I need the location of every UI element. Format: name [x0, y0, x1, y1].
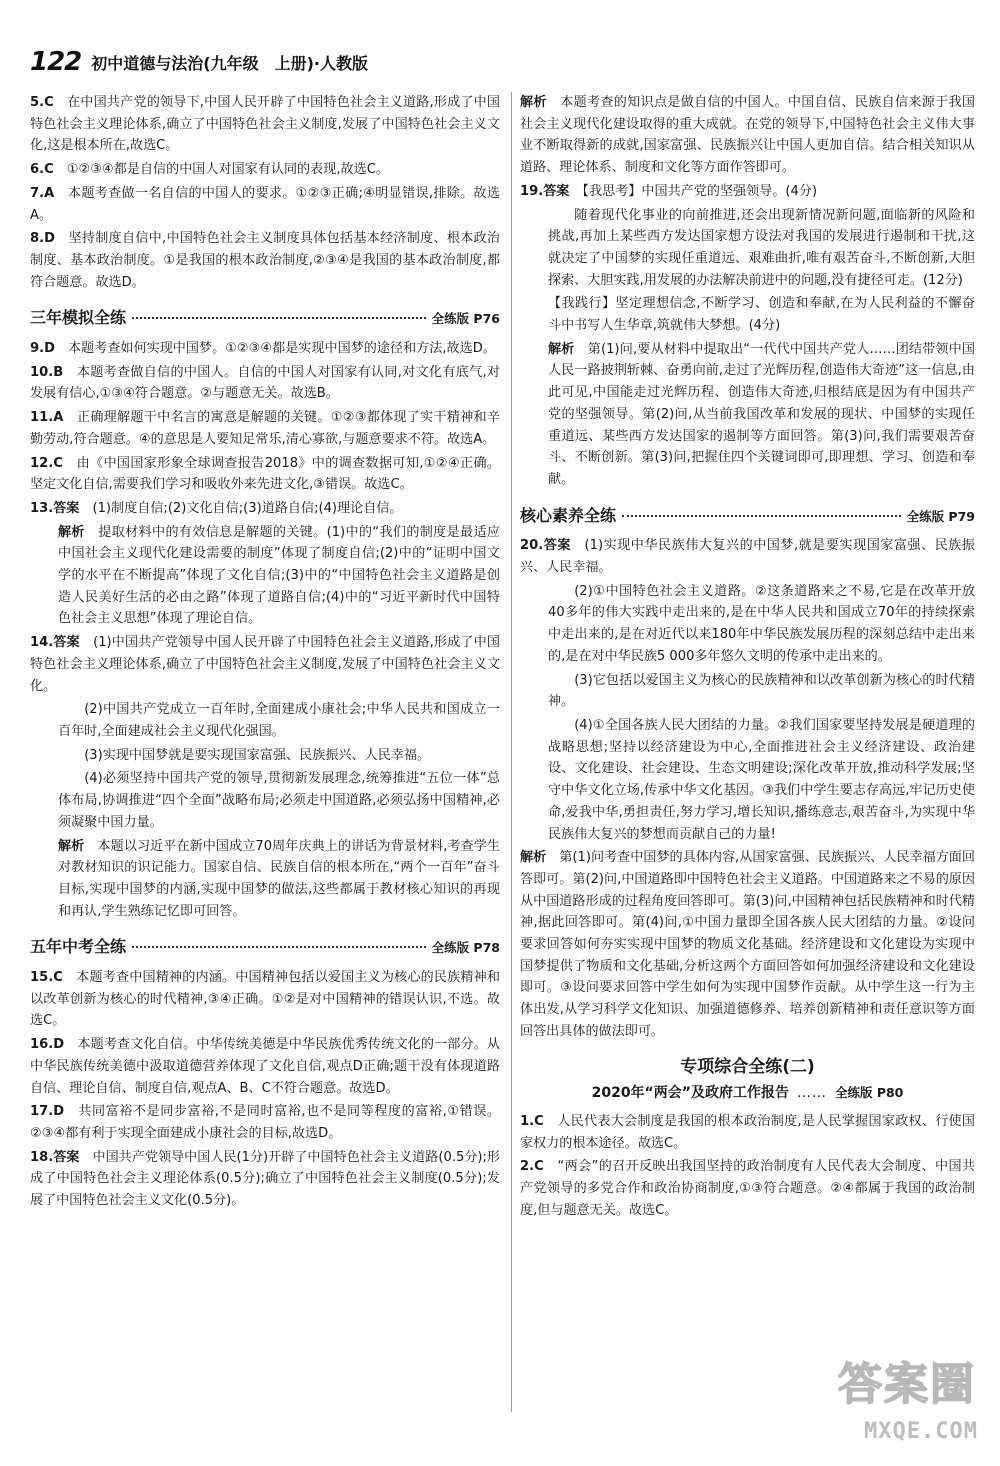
question-19: [520, 181, 975, 491]
page-number: 122: [30, 47, 82, 77]
special-page-ref: 全练版 P80: [834, 1085, 904, 1101]
page-header: [30, 44, 970, 80]
answer-item: 1.C 人民代表大会制度是我国的根本政治制度,是人民掌握国家政权、行使国家权力的根本途径。故选C。: [520, 1113, 975, 1151]
watermark-en: MXQE.COM: [864, 1419, 978, 1444]
answer-line: 19.答案 【我思考】中国共产党的坚强领导。(4分): [520, 183, 818, 199]
left-column: [30, 92, 500, 1214]
analysis-line: 解析 第(1)问,要从材料中提取出“一代代中国共产党人……团结带领中国人民一路披荆斩棘、奋勇向前,走过了光辉历程,创造伟大奇迹”这一信息,由此可见,中国能走过光辉历程、创造伟大奇迹,归根结底是因为有中国共产党的坚强领导。第(2)问,从当前我国改革和发展的现状、中国梦的实现任重道远、某些西方发达国家的遏制等方面回答。第(3)问,我们需要艰苦奋斗、不断创新。第(3)问,把握住四个关键词即可,即理想、学习、创造和奉献。: [548, 341, 976, 487]
right-column: [520, 92, 975, 1223]
site-watermark: [832, 1348, 982, 1444]
analysis-line: 解析 提取材料中的有效信息是解题的关键。(1)中的“我们的制度是最适应中国社会主义现代化建设需要的制度”体现了制度自信;(2)中的“证明中国文学的水平在不断提高”体现了文化自信;(3)中的“中国特色社会主义道路是创造人民美好生活的必由之路”体现了道路自信;(4)中的“习近平新时代中国特色社会主义思想”体现了理论自信。: [58, 524, 500, 627]
answer-item: 9.D 本题考查如何实现中国梦。①②③④都是实现中国梦的途径和方法,故选D。: [30, 341, 496, 357]
leader-dots: [132, 946, 426, 948]
question-14: [30, 632, 500, 922]
answer-list-d: [520, 1111, 975, 1222]
answer-paragraph: 随着现代化事业的向前推进,还会出现新情况新问题,面临新的风险和挑战,再加上某些西方发达国家想方设法对我国的发展进行遏制和干扰,这就决定了中国梦的实现任重道远、艰难曲折,唯有艰苦奋斗,不断创新,大胆探索、大胆实践,用发展的办法解决前进中的问题,没有捷径可走。(12分): [548, 207, 975, 288]
section-page-ref: 全练版 P76: [431, 311, 500, 327]
leader-dots: [622, 515, 901, 517]
answer-paragraph: (3)它包括以爱国主义为核心的民族精神和以改革创新为核心的时代精神。: [548, 672, 975, 710]
question-13: [30, 498, 500, 630]
special-section-subtitle: [520, 1082, 975, 1105]
section-page-ref: 全练版 P78: [431, 940, 500, 956]
answer-list-a: [30, 92, 500, 293]
leader-dots: [132, 317, 426, 319]
answer-item: 11.A 正确理解题干中名言的寓意是解题的关键。①②③都体现了实干精神和辛勤劳动,符合题意。④的意思是人要知足常乐,清心寡欲,与题意要求不符。故选A。: [30, 410, 501, 447]
answer-item: 5.C 在中国共产党的领导下,中国人民开辟了中国特色社会主义道路,形成了中国特色社会主义理论体系,确立了中国特色社会主义制度,发展了中国特色社会主义文化,这是根本所在,故选C。: [30, 95, 501, 154]
analysis-line: 解析 本题考查的知识点是做自信的中国人。中国自信、民族自信来源于我国社会主义现代化建设取得的重大成就。在党的领导下,中国特色社会主义伟大事业不断取得新的成就,国家富强、民族振兴让中国人更加自信。结合相关知识从道路、理论体系、制度和文化等方面作答即可。: [520, 95, 976, 176]
answer-list-b: [30, 338, 500, 496]
section-title: 五年中考全练: [30, 937, 127, 957]
section-heading: [30, 936, 500, 959]
answer-paragraph: 【我践行】坚定理想信念,不断学习、创造和奉献,在为人民利益的不懈奋斗中书写人生华章,筑就伟大梦想。(4分): [548, 296, 975, 334]
answer-line: 18.答案 中国共产党领导中国人民(1分)开辟了中国特色社会主义道路(0.5分);形成了中国特色社会主义理论体系(0.5分);确立了中国特色社会主义制度(0.5分);发展了中国特色社会主义文化(0.5分)。: [30, 1149, 501, 1209]
analysis-line: 解析 第(1)问考查中国梦的具体内容,从国家富强、民族振兴、人民幸福方面回答即可。第(2)问,中国道路即中国特色社会主义道路。中国道路来之不易的原因从中国道路形成的过程角度回答即可。第(3)问,中国精神包括民族精神和时代精神,据此回答即可。第(4)问,①中国力量即全国各族人民大团结的力量。②设问要求回答如何夯实实现中国梦的物质文化基础。经济建设和文化建设为实现中国梦提供了物质和文化基础,分析这两个方面回答如何加强经济建设和文化建设即可。③设问要求回答中学生如何为实现中国梦作贡献。从中学生这一行为主体出发,从学习科学文化知识、加强道德修养、培养创新精神和责任意识等方面回答出具体的做法即可。: [520, 850, 976, 1039]
question-18: [30, 1147, 500, 1212]
section-title: 核心素养全练: [520, 505, 617, 525]
section-page-ref: 全练版 P79: [906, 508, 975, 524]
answer-item: 2.C “两会”的召开反映出我国坚持的政治制度有人民代表大会制度、中国共产党领导的多党合作和政治协商制度,①③符合题意。②④都属于我国的政治制度,但与题意无关。故选C。: [520, 1159, 975, 1218]
section-title: 三年模拟全练: [30, 308, 127, 328]
special-section-title: 专项综合全练(二): [680, 1056, 815, 1077]
answer-item: 17.D 共同富裕不是同步富裕,不是同时富裕,也不是同等程度的富裕,①错误。②③④都有利于实现全面建成小康社会的目标,故选D。: [30, 1104, 501, 1141]
answer-item: 16.D 本题考查文化自信。中华传统美德是中华民族优秀传统文化的一部分。从中华民族传统美德中汲取道德营养体现了文化自信,观点D正确;题干没有体现道路自信、理论自信、制度自信,观点A、B、C不符合题意。故选D。: [30, 1037, 501, 1096]
answer-item: 6.C ①②③④都是自信的中国人对国家有认同的表现,故选C。: [30, 162, 389, 178]
book-title: 初中道德与法治(九年级 上册)·人教版: [91, 53, 368, 73]
leader-dots: ……: [796, 1085, 827, 1102]
answer-item: 12.C 由《中国国家形象全球调查报告2018》中的调查数据可知,①②④正确。坚定文化自信,需要我们学习和吸收外来先进文化,③错误。故选C。: [30, 455, 500, 493]
watermark-cn: 答案圈: [838, 1359, 976, 1410]
answer-paragraph: (2)中国共产党成立一百年时,全面建成小康社会;中华人民共和国成立一百年时,全面建成社会主义现代化强国。: [58, 702, 500, 739]
analysis-line: 解析 本题以习近平在新中国成立70周年庆典上的讲话为背景材料,考查学生对教材知识的识记能力。国家自信、民族自信的根本所在,“两个一百年”奋斗目标,实现中国梦的内涵,实现中国梦的做法,这些都属于教材核心知识的再现和再认,学生熟练记忆即可回答。: [58, 838, 501, 919]
answer-item: 7.A 本题考查做一名自信的中国人的要求。①②③正确;④明显错误,排除。故选A。: [30, 185, 501, 223]
answer-paragraph: (3)实现中国梦就是要实现国家富强、民族振兴、人民幸福。: [84, 747, 431, 763]
column-divider: [511, 92, 512, 1412]
section-heading: [30, 307, 500, 330]
question-20: [520, 535, 975, 1042]
answer-line: 20.答案 (1)实现中华民族伟大复兴的中国梦,就是要实现国家富强、民族振兴、人民幸福。: [520, 538, 976, 576]
section-heading: [520, 505, 975, 528]
special-subtitle-text: 2020年“两会”及政府工作报告: [591, 1085, 789, 1102]
answer-paragraph: (2)①中国特色社会主义道路。②这条道路来之不易,它是在改革开放40多年的伟大实践中走出来的,是在中华人民共和国成立70年的持续探索中走出来的,是在对近代以来180年中华民族发展历程的深刻总结中走出来的,是在对中华民族5 000多年悠久文明的传承中走出来的。: [548, 583, 975, 664]
answer-paragraph: (4)①全国各族人民大团结的力量。②我们国家要坚持发展是硬道理的战略思想;坚持以经济建设为中心,全面推进社会主义经济建设、政治建设、文化建设、社会建设、生态文明建设;深化改革开放,推动科学发展;坚守中华文化立场,传承中华文化基因。③我们中学生要志存高远,牢记历史使命,爱我中华,勇担责任,努力学习,增长知识,播练意志,艰苦奋斗,为实现中华民族伟大复兴的梦想而贡献自己的力量!: [548, 717, 975, 842]
answer-paragraph: (4)必须坚持中国共产党的领导,贯彻新发展理念,统筹推进“五位一体”总体布局,协调推进“四个全面”战略布局;必须走中国道路,必须弘扬中国精神,必须凝聚中国力量。: [58, 771, 500, 830]
answer-item: 15.C 本题考查中国精神的内涵。中国精神包括以爱国主义为核心的民族精神和以改革创新为核心的时代精神,③④正确。①②是对中国精神的错误认识,不选。故选C。: [30, 970, 501, 1029]
answer-line: 13.答案 (1)制度自信;(2)文化自信;(3)道路自信;(4)理论自信。: [30, 500, 403, 516]
answer-item: 8.D 坚持制度自信中,中国特色社会主义制度具体包括基本经济制度、根本政治制度、基本政治制度。①是我国的根本政治制度,②③④是我国的基本政治制度,都符合题意。故选D。: [30, 231, 500, 290]
answer-list-c: [30, 967, 500, 1145]
answer-line: 14.答案 (1)中国共产党领导中国人民开辟了中国特色社会主义道路,形成了中国特色社会主义理论体系,确立了中国特色社会主义制度,发展了中国特色社会主义文化。: [30, 635, 501, 694]
answer-item: 10.B 本题考查做自信的中国人。自信的中国人对国家有认同,对文化有底气,对发展有信心,①③④符合题意。②与题意无关。故选B。: [30, 364, 500, 402]
